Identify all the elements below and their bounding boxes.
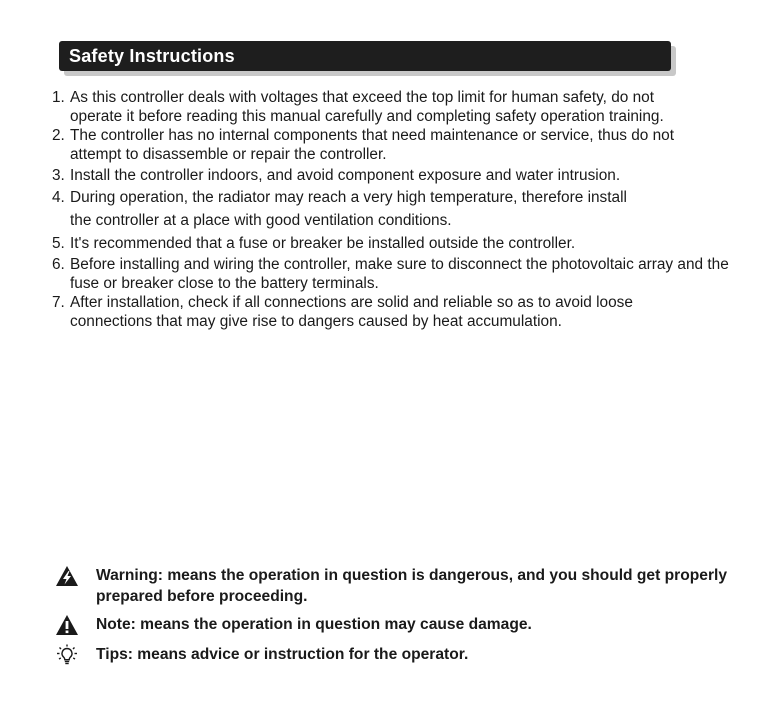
item-text: It's recommended that a fuse or breaker be installed outside the controller. <box>70 235 576 252</box>
instruction-item <box>52 166 752 185</box>
item-number: 6. <box>52 256 65 273</box>
instruction-item <box>52 126 752 164</box>
tips-text: Tips: means advice or instruction for the operator. <box>96 646 469 663</box>
exclamation-triangle-icon <box>55 614 79 636</box>
instruction-item <box>52 88 752 126</box>
instruction-list <box>52 88 752 331</box>
item-text: As this controller deals with voltages that exceed the top limit for human safety, do not operate it before reading this manual carefully and completing safety operation training. <box>70 89 664 125</box>
legend-warning <box>52 565 752 607</box>
instruction-item <box>52 255 752 293</box>
item-number: 7. <box>52 294 65 311</box>
section-title: Safety Instructions <box>69 45 235 66</box>
item-number: 4. <box>52 189 65 206</box>
item-number: 3. <box>52 167 65 184</box>
instruction-item <box>52 293 752 331</box>
symbol-legend <box>52 565 752 665</box>
item-number: 1. <box>52 89 65 106</box>
item-text: During operation, the radiator may reach a very high temperature, therefore install the controller at a place with good ventilation conditions. <box>70 189 627 229</box>
item-text: Before installing and wiring the controller, make sure to disconnect the photovoltaic array and the fuse or breaker close to the battery terminals. <box>70 256 729 292</box>
note-text: Note: means the operation in question may cause damage. <box>96 616 532 633</box>
item-number: 2. <box>52 127 65 144</box>
instruction-item <box>52 186 752 232</box>
item-text: Install the controller indoors, and avoid component exposure and water intrusion. <box>70 167 621 184</box>
legend-tips <box>52 644 752 665</box>
item-number: 5. <box>52 235 65 252</box>
warning-text: Warning: means the operation in question is dangerous, and you should get properly prepared before proceeding. <box>96 567 728 605</box>
lightbulb-icon <box>55 644 79 666</box>
high-voltage-warning-icon <box>55 565 79 587</box>
legend-note <box>52 614 752 635</box>
item-text: After installation, check if all connections are solid and reliable so as to avoid loose connections that may give rise to dangers caused by heat accumulation. <box>70 294 633 330</box>
item-text: The controller has no internal components that need maintenance or service, thus do not attempt to disassemble or repair the controller. <box>70 127 675 163</box>
instruction-item <box>52 234 752 253</box>
section-header <box>59 41 671 71</box>
